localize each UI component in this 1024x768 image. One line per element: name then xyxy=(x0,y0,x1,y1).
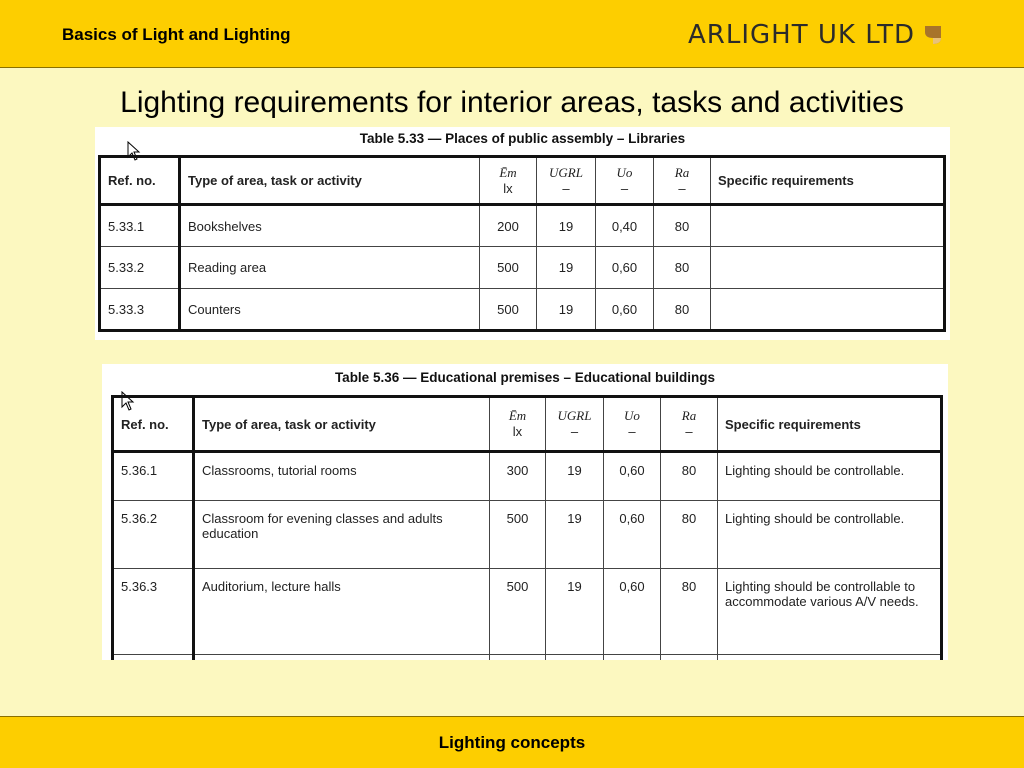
cell-em: 500 xyxy=(480,247,537,289)
table-row xyxy=(113,452,942,501)
header-requirements: Specific requirements xyxy=(718,397,942,452)
header-ugr: UGRL – xyxy=(537,157,596,205)
table-caption: Table 5.33 — Places of public assembly – Libraries xyxy=(359,131,686,146)
cell-uo: 0,60 xyxy=(604,501,661,569)
cell-ra: 80 xyxy=(661,501,718,569)
header-ref: Ref. no. xyxy=(100,157,180,205)
cell-ugr: 19 xyxy=(537,205,596,247)
cell-ugr: 19 xyxy=(546,501,604,569)
cell-ugr: 19 xyxy=(537,289,596,331)
cell-requirements: Lighting should be controllable. xyxy=(718,501,942,569)
cell-requirements xyxy=(711,289,945,331)
cell-em: 500 xyxy=(480,289,537,331)
cell-uo: 0,60 xyxy=(596,247,654,289)
header-type: Type of area, task or activity xyxy=(180,157,480,205)
cell-requirements: Lighting should be controllable to accommodate various A/V needs. xyxy=(718,569,942,655)
header-ra: Ra – xyxy=(661,397,718,452)
cell-uo: 0,40 xyxy=(596,205,654,247)
table-row xyxy=(100,247,945,289)
header-bar xyxy=(0,0,1024,68)
header-em: Ēm lx xyxy=(480,157,537,205)
footer-text: Lighting concepts xyxy=(438,733,586,752)
cell-ra: 80 xyxy=(654,289,711,331)
header-em: Ēm lx xyxy=(490,397,546,452)
brand-mark-icon xyxy=(923,24,943,46)
educational-table xyxy=(111,395,943,660)
cell-ref: 5.33.1 xyxy=(100,205,180,247)
cell-requirements xyxy=(711,205,945,247)
table-row xyxy=(113,501,942,569)
cell-type: Counters xyxy=(180,289,480,331)
slide-title: Lighting requirements for interior areas, tasks and activities xyxy=(120,86,904,119)
table-row-partial xyxy=(113,655,942,661)
cell-uo: 0,60 xyxy=(596,289,654,331)
table-caption: Table 5.36 — Educational premises – Educational buildings xyxy=(334,370,716,385)
cell-ra: 80 xyxy=(661,569,718,655)
cell-em: 200 xyxy=(480,205,537,247)
cell-ugr: 19 xyxy=(546,569,604,655)
header-ra: Ra – xyxy=(654,157,711,205)
educational-table-image xyxy=(102,364,948,660)
cell-ra: 80 xyxy=(654,205,711,247)
brand-logo xyxy=(688,20,943,50)
header-title: Basics of Light and Lighting xyxy=(62,25,291,44)
brand-name: ARLIGHT UK LTD xyxy=(688,20,916,50)
header-ref: Ref. no. xyxy=(113,397,194,452)
cell-type: Classroom for evening classes and adults education xyxy=(194,501,490,569)
cell-requirements xyxy=(711,247,945,289)
cell-ref: 5.36.2 xyxy=(113,501,194,569)
cell-uo: 0,60 xyxy=(604,452,661,501)
libraries-table xyxy=(98,155,946,332)
cell-type: Classrooms, tutorial rooms xyxy=(194,452,490,501)
cell-em: 500 xyxy=(490,569,546,655)
table-row xyxy=(100,205,945,247)
libraries-table-image xyxy=(95,127,950,340)
cell-ra: 80 xyxy=(654,247,711,289)
cell-ugr: 19 xyxy=(537,247,596,289)
cell-type: Auditorium, lecture halls xyxy=(194,569,490,655)
cell-ugr: 19 xyxy=(546,452,604,501)
cell-ra: 80 xyxy=(661,452,718,501)
cell-uo: 0,60 xyxy=(604,569,661,655)
table-row xyxy=(100,289,945,331)
footer-bar xyxy=(0,716,1024,768)
header-uo: Uo – xyxy=(604,397,661,452)
cell-requirements: Lighting should be controllable. xyxy=(718,452,942,501)
table-row xyxy=(113,569,942,655)
cell-type: Reading area xyxy=(180,247,480,289)
cell-type: Bookshelves xyxy=(180,205,480,247)
cell-ref: 5.36.1 xyxy=(113,452,194,501)
cell-em: 300 xyxy=(490,452,546,501)
header-ugr: UGRL – xyxy=(546,397,604,452)
cell-ref: 5.36.3 xyxy=(113,569,194,655)
cell-ref: 5.33.2 xyxy=(100,247,180,289)
header-requirements: Specific requirements xyxy=(711,157,945,205)
cell-em: 500 xyxy=(490,501,546,569)
cell-ref: 5.33.3 xyxy=(100,289,180,331)
header-type: Type of area, task or activity xyxy=(194,397,490,452)
header-uo: Uo – xyxy=(596,157,654,205)
